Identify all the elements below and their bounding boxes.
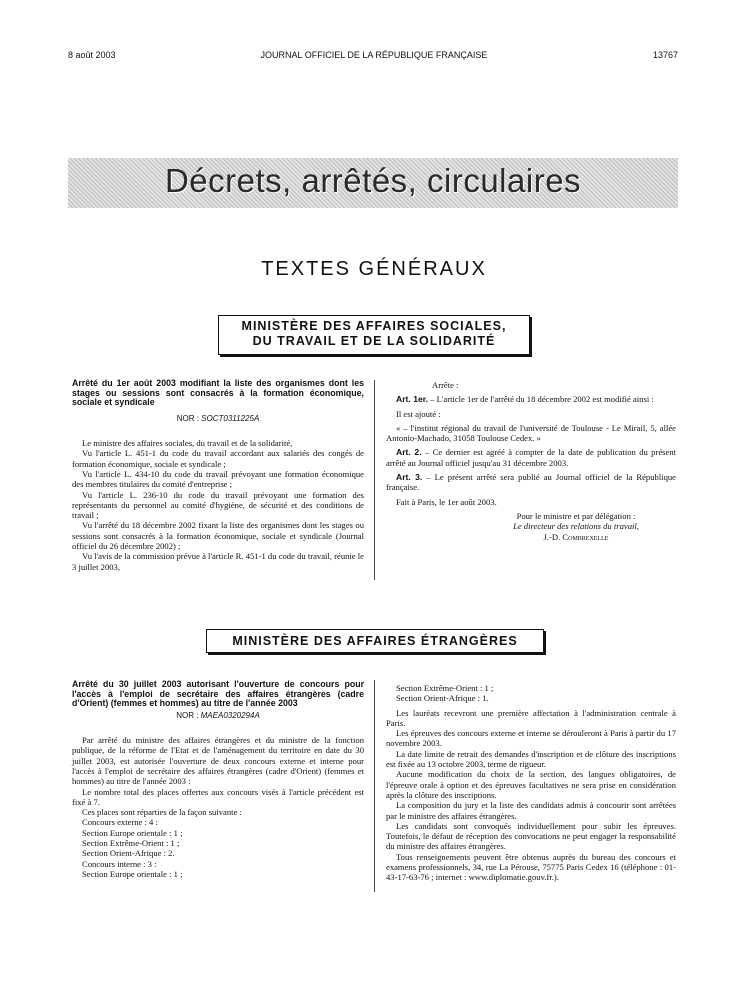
ministry-box-foreign-affairs: MINISTÈRE DES AFFAIRES ÉTRANGÈRES: [206, 629, 544, 653]
article-2-paragraph: Les candidats sont convoqués individuellement pour subir les épreuves. Toutefois, le défaut de réception des convocations ne peut engager la responsabilité du ministre des affaires étrangères.: [386, 820, 676, 852]
article-2-paragraph: Tous renseignements peuvent être obtenus auprès du bureau des concours et examens professionnels, 34, rue La Pérouse, 75775 Paris Cedex 16 (téléphone : 01-43-17-63-76 ; internet : www.diplomatie.gouv.fr.).: [386, 851, 676, 883]
list-item: Section Extrême-Orient : 1 ;: [82, 838, 180, 849]
section-title: TEXTES GÉNÉRAUX: [261, 258, 487, 280]
list-item: Concours externe : 4 :: [82, 817, 158, 828]
arrete-line: Arrête :: [432, 380, 459, 390]
article-1-paragraph: Vu l'article L. 451-1 du code du travail accordant aux salariés des congés de formation économique, sociale et syndicale ;: [72, 448, 364, 469]
article-1-paragraph: Vu l'article L. 236-10 du code du travail prévoyant une formation des représentants du personnel au comité d'hygiène, de sécurité et des conditions de travail ;: [72, 489, 364, 521]
article-2-right-column: [386, 683, 676, 883]
article-2-paragraph: Aucune modification du choix de la section, des langues obligatoires, de l'épreuve orale à option et des épreuves facultatives ne sera prise en considération après la clôture des inscriptions.: [386, 769, 676, 800]
article-1-paragraph: Vu l'article L. 434-10 du code du travail prévoyant une formation économique des membres titulaires du comité d'entreprise ;: [72, 468, 364, 490]
header-journal-title: JOURNAL OFFICIEL DE LA RÉPUBLIQUE FRANÇAISE: [260, 50, 488, 60]
list-item: Concours interne : 3 :: [82, 858, 157, 869]
article-1-art3: [386, 472, 676, 493]
art2-label: Art. 2.: [396, 447, 422, 458]
art3-label: Art. 3.: [396, 472, 423, 483]
article-1-art2: [386, 447, 676, 468]
article-2-paragraph: Les lauréats recevront une première affectation à l'administration centrale à Paris.: [386, 707, 676, 728]
list-item: Section Europe orientale : 1 ;: [82, 827, 183, 838]
art1-label: Art. 1er.: [396, 394, 429, 405]
article-2-paragraph: Le nombre total des places offertes aux concours visés à l'article précédent est fixé à 7.: [72, 786, 364, 807]
signature-line-2: Le directeur des relations du travail,: [513, 521, 639, 532]
list-item: Section Europe orientale : 1 ;: [82, 868, 183, 879]
art2-text: – Ce dernier est agréé à compter de la date de publication du présent arrêté au Journal officiel jusqu'au 31 décembre 2003.: [386, 447, 677, 468]
nor-label: NOR :: [176, 710, 201, 720]
rubric-banner: [68, 158, 678, 208]
column-divider: [374, 380, 375, 580]
article-1-paragraph: Vu l'arrêté du 18 décembre 2002 fixant la liste des organismes dont les stages ou sessions sont consacrés à la formation économique, sociale et syndicale (Journal officiel du 26 décembre 2002) ;: [72, 520, 364, 552]
nor-code: MAEA0320294A: [200, 710, 260, 720]
ministry-box-social-affairs: [218, 315, 530, 355]
art3-text: – Le présent arrêté sera publié au Journal officiel de la République française.: [386, 472, 676, 493]
ministry-line-1: MINISTÈRE DES AFFAIRES SOCIALES,: [241, 319, 507, 333]
article-2-paragraph: La date limite de retrait des demandes d'inscription et de clôture des inscriptions est fixée au 13 octobre 2003, terme de rigueur.: [386, 748, 676, 770]
article-1-title: Arrêté du 1er août 2003 modifiant la liste des organismes dont les stages ou sessions sont consacrés à la formation économique, sociale et syndicale: [72, 378, 364, 408]
article-2-paragraph: Ces places sont réparties de la façon suivante :: [82, 807, 242, 818]
article-1-right-column: [386, 380, 676, 542]
article-2-nor: [72, 711, 364, 721]
signature-name: J.-D. Combrexelle: [543, 531, 609, 542]
article-1-art1: [386, 394, 676, 404]
header-date: 8 août 2003: [68, 50, 116, 60]
signature-line-1: Pour le ministre et par délégation :: [516, 510, 636, 521]
article-1-done: Fait à Paris, le 1er août 2003.: [396, 496, 497, 507]
header-page-number: 13767: [652, 50, 678, 60]
article-1-quote: « – l'institut régional du travail de l'université de Toulouse - Le Mirail, 5, allée Antonio-Machado, 31058 Toulouse Cedex. »: [386, 422, 676, 444]
list-item: Section Orient-Afrique : 1.: [396, 693, 489, 704]
article-1-nor: [72, 414, 364, 424]
article-1-left-column: [72, 379, 364, 572]
column-divider: [374, 680, 375, 892]
nor-code: SOCT0311225A: [201, 413, 260, 423]
rubric-banner-text: Décrets, arrêtés, circulaires: [164, 162, 582, 199]
article-2-paragraph: Les épreuves des concours externe et interne se dérouleront à Paris à partir du 17 novembre 2003.: [386, 728, 676, 749]
ministry-line-2: DU TRAVAIL ET DE LA SOLIDARITÉ: [252, 334, 496, 348]
article-2-title: Arrêté du 30 juillet 2003 autorisant l'ouverture de concours pour l'accès à l'emploi de secrétaire des affaires étrangères (cadre d'Orient) (femmes et hommes) au titre de l'année 2003: [72, 679, 364, 709]
article-2-paragraph: Par arrêté du ministre des affaires étrangères et du ministre de la fonction publique, de la réforme de l'Etat et de l'aménagement du territoire en date du 30 juillet 2003, est autorisée l'ouverture de deux concours externe et interne pour l'accès à l'emploi de secrétaire des affaires étrangères (cadre d'Orient) (femmes et hommes) au titre de l'année 2003 :: [72, 735, 364, 787]
art1-text: – L'article 1er de l'arrêté du 18 décembre 2002 est modifié ainsi :: [428, 394, 654, 405]
nor-label: NOR :: [176, 413, 202, 423]
article-2-paragraph: La composition du jury et la liste des candidats admis à concourir sont arrêtées par le ministre des affaires étrangères.: [386, 800, 676, 821]
article-2-left-column: [72, 680, 364, 879]
list-item: Section Extrême-Orient : 1 ;: [396, 683, 494, 693]
article-1-paragraph: Vu l'avis de la commission prévue à l'article R. 451-1 du code du travail, réunie le 3 juillet 2003,: [72, 551, 364, 572]
article-1-paragraph: Le ministre des affaires sociales, du travail et de la solidarité,: [82, 438, 293, 449]
article-1-added: Il est ajouté :: [396, 408, 441, 419]
list-item: Section Orient-Afrique : 2.: [82, 848, 175, 859]
